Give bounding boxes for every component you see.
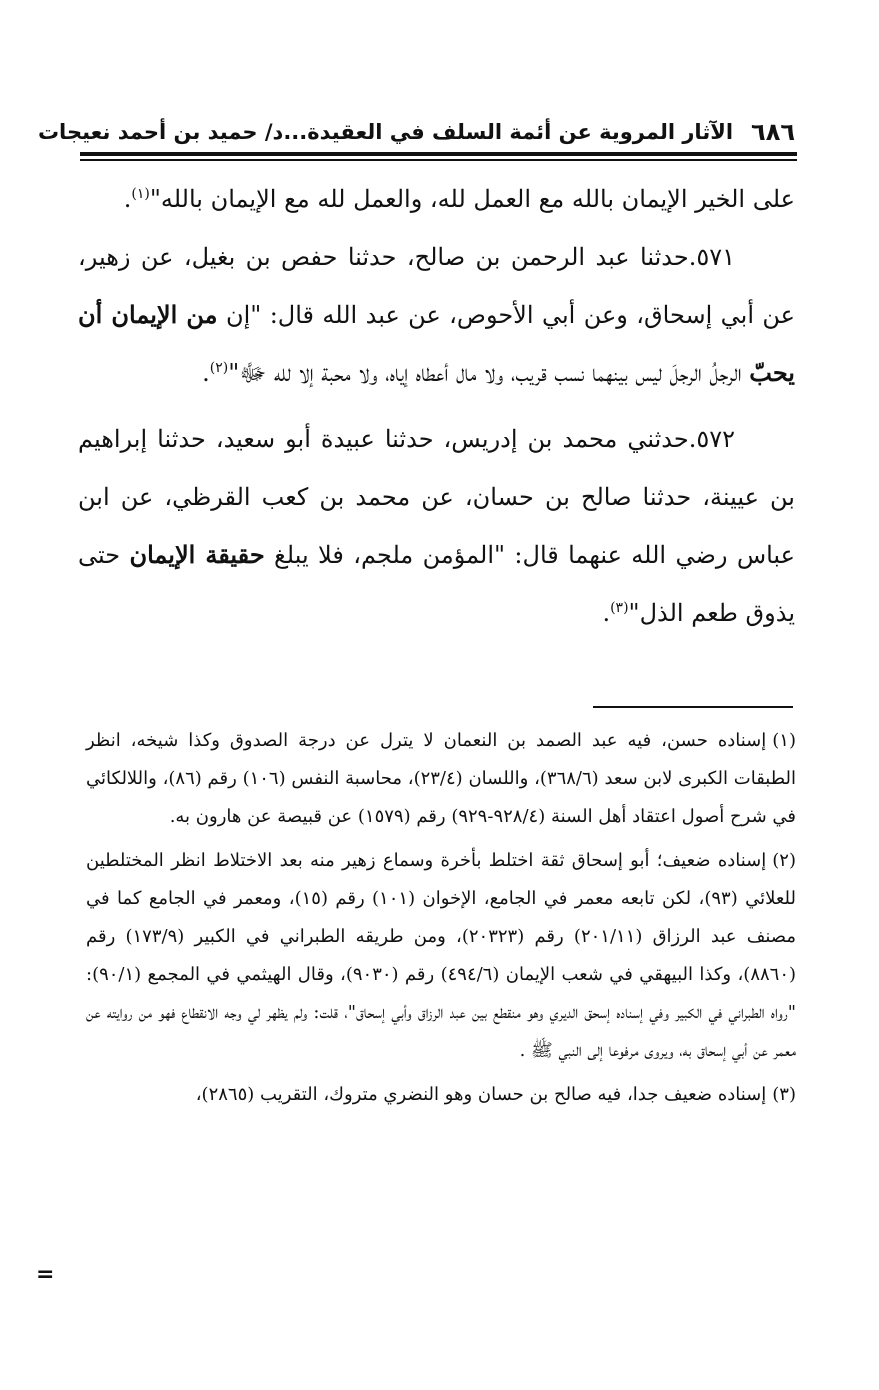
period: . (123, 185, 132, 213)
page-number: ٦٨٦ (751, 118, 795, 146)
footnote-separator (593, 706, 793, 708)
running-title: الآثار المروية عن أئمة السلف في العقيدة...د/ حميد بن أحمد نعيجات (37, 120, 734, 144)
paragraph-continuation (78, 170, 795, 228)
header-rule-thick (80, 152, 797, 156)
footnote-number: (٢) (772, 850, 796, 871)
period: . (602, 599, 611, 627)
athar-572-text-b: حتى يذوق طعم الذل" (78, 541, 795, 627)
footnote-number: (٣) (772, 1084, 796, 1105)
athar-572-bold: حقيقة الإيمان (129, 540, 265, 569)
footnote-1 (86, 722, 796, 836)
header-rule-thin (80, 159, 797, 161)
athar-572 (78, 410, 795, 642)
paragraph-text: على الخير الإيمان بالله مع العمل لله، والعمل لله مع الإيمان بالله" (149, 185, 795, 213)
footnote-text: إسناده حسن، فيه عبد الصمد بن النعمان لا يترل عن درجة الصدوق وكذا شيخه، انظر الطبقات الكبرى لابن سعد (٣٦٨/٦)، واللسان (٢٣/٤)، محاسبة النفس (١٠٦) رقم (٨٦)، واللالكائي في شرح أصول اعتقاد أهل السنة (٩٢٨/٤-٩٢٩) رقم (١٥٧٩) عن قبيصة عن هارون به. (86, 730, 796, 827)
footnote-ref-2[interactable]: (٢) (209, 360, 229, 376)
footnote-3 (86, 1076, 796, 1114)
athar-571-bold: من الإيمان أن يحبّ (78, 300, 795, 387)
period: . (202, 359, 210, 387)
athar-571-text-a: ٥٧١.حدثنا عبد الرحمن بن صالح، حدثنا حفص بن بغيل، عن زهير، عن أبي إسحاق، وعن أبي الأحوص، عن عبد الله قال: "إن (78, 243, 796, 329)
main-text (78, 170, 795, 642)
footnote-ref-1[interactable]: (١) (131, 186, 150, 202)
footnote-text: إسناده ضعيف؛ أبو إسحاق ثقة اختلط بأخرة وسماع زهير منه بعد الاختلاط انظر المختلطين للعلائي (٩٣)، لكن تابعه معمر في الجامع، الإخوان (١٠١) رقم (١٥)، ومعمر في الجامع كما في مصنف عبد الرزاق (٢٠١/١١) رقم (٢٠٣٢٣)، ومن طريقه الطبراني في الكبير (١٧٣/٩) رقم (٨٨٦٠)، وكذا البيهقي في شعب الإيمان (٤٩٤/٦) رقم (٩٠٣٠)، وقال الهيثمي في المجمع (٩٠/١): "رواه الطبراني في الكبير وفي إسناده إسحق الديري وهو منقطع بين عبد الرزاق وأبي إسحاق"، قلت: ولم يظهر لي وجه الانقطاع فهو من روايته عن معمر عن أبي إسحاق به، ويروى مرفوعا إلى النبي ﷺ . (86, 850, 797, 1061)
athar-572-text-a: ٥٧٢.حدثني محمد بن إدريس، حدثنا عبيدة أبو سعيد، حدثنا إبراهيم بن عيينة، حدثنا صالح بن حسان، عن محمد بن كعب القرظي، عن ابن عباس رضي الله عنهما قال: "المؤمن ملجم، فلا يبلغ (78, 425, 795, 569)
footnote-number: (١) (772, 730, 796, 751)
athar-571-text-b: الرجلُ الرجلَ ليس بينهما نسب قريب، ولا مال أعطاه إياه، ولا محبة إلا لله ﷻ" (228, 359, 750, 387)
continuation-mark: = (36, 1262, 55, 1287)
footnote-2 (86, 842, 796, 1070)
footnote-text: إسناده ضعيف جدا، فيه صالح بن حسان وهو النضري متروك، التقريب (٢٨٦٥)، (195, 1084, 767, 1105)
athar-571 (78, 228, 795, 402)
page-header (37, 112, 795, 152)
footnotes (86, 722, 796, 1120)
footnote-ref-3[interactable]: (٣) (610, 600, 629, 616)
